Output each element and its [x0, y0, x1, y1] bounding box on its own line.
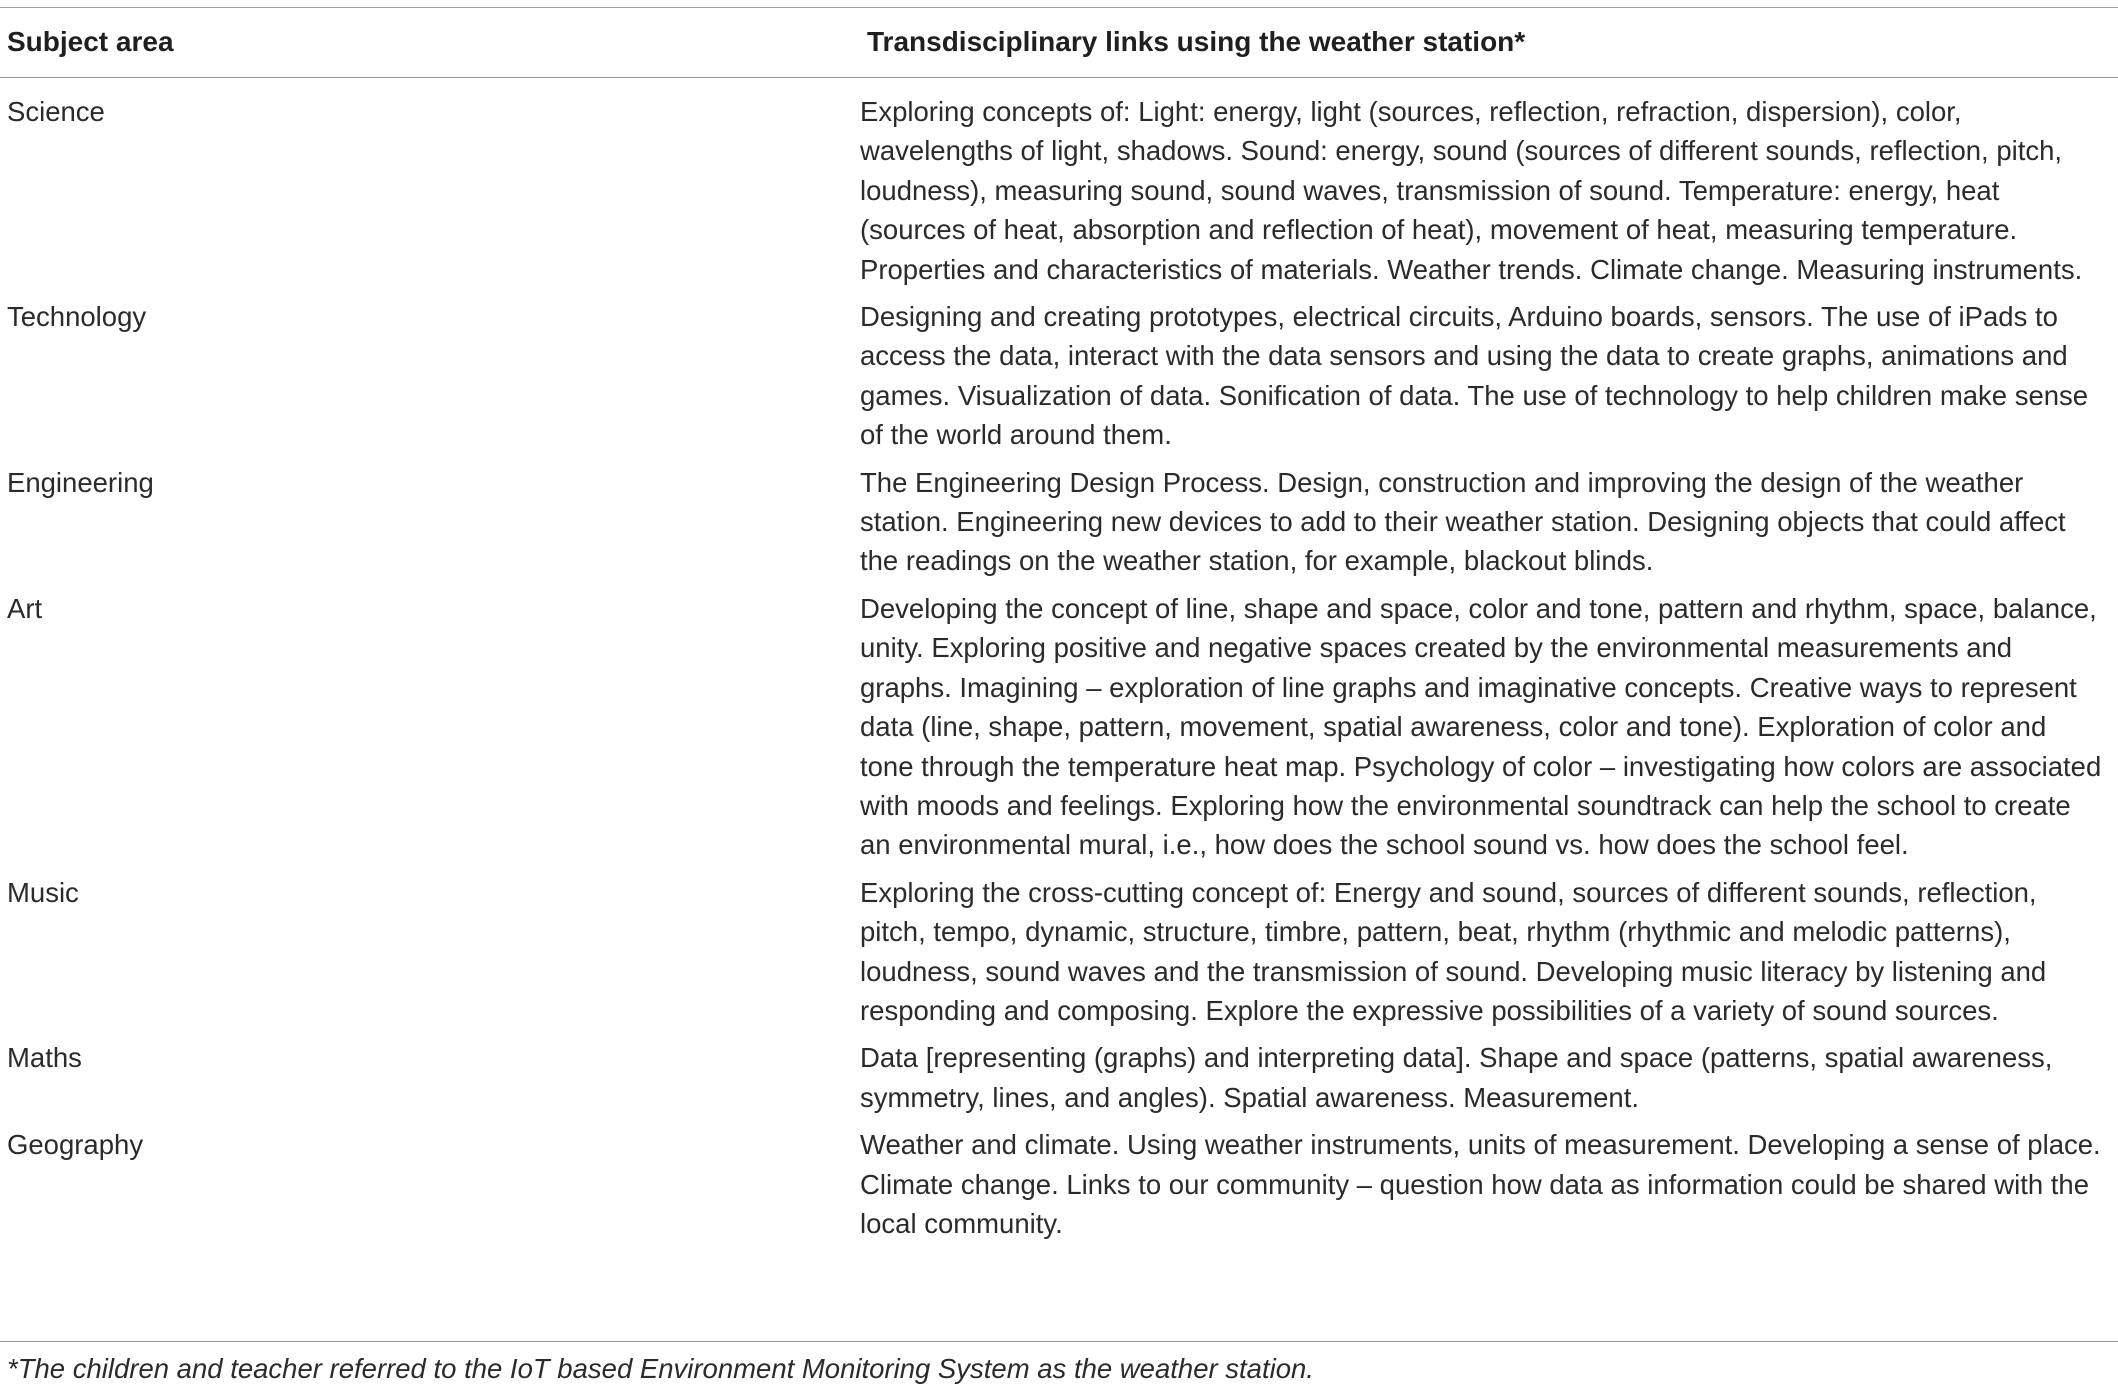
subject-cell: Maths: [7, 1042, 82, 1074]
table-row: [0, 873, 2118, 1039]
table-row: [0, 1125, 2118, 1251]
links-cell: Developing the concept of line, shape and space, color and tone, pattern and rhythm, space, balance, unity. Exploring positive and negative spaces created by the environmental measurements and graphs. Imagining – exploration of line graphs and imaginative concepts. Creative ways to represent data (line, shape, pattern, movement, spatial awareness, color and tone). Exploration of color and tone through the temperature heat map. Psychology of color – investigating how colors are associated with moods and feelings. Exploring how the environmental soundtrack can help the school to create an environmental mural, i.e., how does the school sound vs. how does the school feel.: [860, 592, 2102, 861]
table-body: [0, 92, 2118, 1251]
subject-cell: Technology: [7, 301, 147, 333]
table-row: [0, 92, 2118, 297]
subject-cell: Music: [7, 876, 79, 908]
subject-cell: Science: [7, 96, 105, 127]
links-cell: Exploring the cross-cutting concept of: Energy and sound, sources of different sounds, reflection, pitch, tempo, dynamic, structure, timbre, pattern, beat, rhythm (rhythmic and melodic patterns), loudness, sound waves and the transmission of sound. Developing music literacy by listening and responding and composing. Explore the expressive possibilities of a variety of sound sources.: [860, 876, 2047, 1026]
table-bottom-rule: [0, 1341, 2118, 1342]
table-row: [0, 589, 2118, 873]
table-row: [0, 463, 2118, 589]
table-header-rule: [0, 77, 2118, 78]
table-row: [0, 1038, 2118, 1125]
links-cell: Designing and creating prototypes, electrical circuits, Arduino boards, sensors. The use of iPads to access the data, interact with the data sensors and using the data to create graphs, animations and games. Visualization of data. Sonification of data. The use of technology to help children make sense of the world around them.: [860, 301, 2089, 451]
table-row: [0, 297, 2118, 463]
table-footnote: *The children and teacher referred to the IoT based Environment Monitoring System as the weather station.: [7, 1353, 1314, 1384]
header-transdisciplinary-links: Transdisciplinary links using the weather station*: [867, 26, 1526, 57]
subject-cell: Art: [7, 592, 43, 624]
links-cell: Weather and climate. Using weather instruments, units of measurement. Developing a sense of place. Climate change. Links to our community – question how data as information could be shared with the local community.: [860, 1129, 2101, 1239]
header-subject-area: Subject area: [7, 26, 174, 57]
subject-cell: Engineering: [7, 466, 154, 498]
links-cell: Exploring concepts of: Light: energy, light (sources, reflection, refraction, dispersion), color, wavelengths of light, shadows. Sound: energy, sound (sources of different sounds, reflection, pitch, loudness), measuring sound, sound waves, transmission of sound. Temperature: energy, heat (sources of heat, absorption and reflection of heat), movement of heat, measuring temperature. Properties and characteristics of materials. Weather trends. Climate change. Measuring instruments.: [860, 96, 2083, 285]
table-top-rule: [0, 7, 2118, 8]
links-cell: The Engineering Design Process. Design, construction and improving the design of the weather station. Engineering new devices to add to their weather station. Designing objects that could affect the readings on the weather station, for example, blackout blinds.: [860, 466, 2066, 577]
links-cell: Data [representing (graphs) and interpreting data]. Shape and space (patterns, spatial awareness, symmetry, lines, and angles). Spatial awareness. Measurement.: [860, 1042, 2053, 1113]
subject-cell: Geography: [7, 1129, 144, 1161]
